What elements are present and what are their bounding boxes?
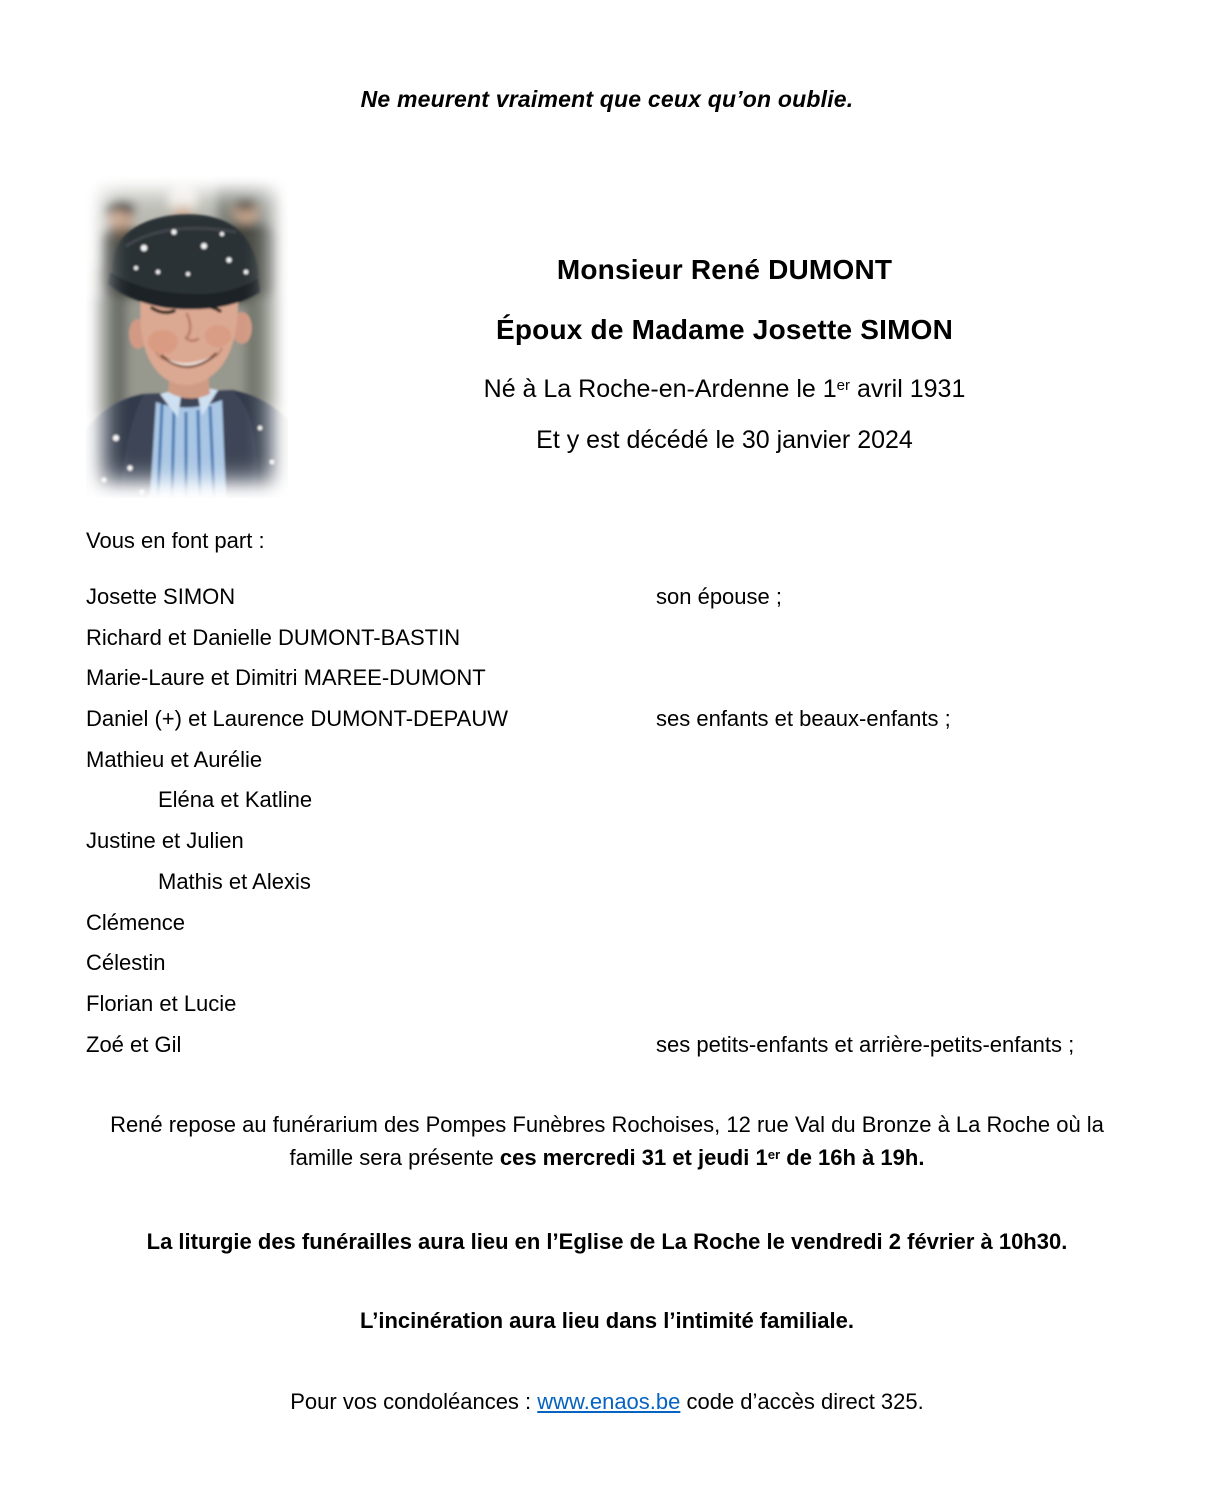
birth-line-year: avril 1931 bbox=[850, 375, 966, 403]
family-name: Zoé et Gil bbox=[86, 1031, 182, 1057]
wake-paragraph bbox=[0, 1108, 1214, 1177]
family-relation: ses enfants et beaux-enfants ; bbox=[656, 706, 951, 732]
family-row bbox=[86, 991, 1194, 1032]
family-row bbox=[86, 869, 1194, 910]
family-name: Florian et Lucie bbox=[86, 990, 237, 1016]
family-row bbox=[86, 584, 1194, 625]
family-row bbox=[86, 1032, 1194, 1073]
family-name: Célestin bbox=[86, 950, 166, 976]
family-row bbox=[86, 950, 1194, 991]
condolences-link[interactable]: www.enaos.be bbox=[537, 1389, 681, 1414]
family-row bbox=[86, 665, 1194, 706]
family-name: Richard et Danielle DUMONT-BASTIN bbox=[86, 624, 461, 650]
family-row bbox=[86, 706, 1194, 747]
family-row bbox=[86, 910, 1194, 951]
family-name: Daniel (+) et Laurence DUMONT-DEPAUW bbox=[86, 706, 508, 732]
portrait-photo-icon bbox=[86, 176, 288, 498]
wake-line2-bold-end: de 16h à 19h. bbox=[780, 1145, 925, 1170]
birth-line-text: Né à La Roche-en-Ardenne le 1 bbox=[483, 375, 837, 403]
deceased-name: Monsieur René DUMONT bbox=[556, 254, 893, 285]
portrait-photo bbox=[86, 176, 288, 498]
wake-line1: René repose au funérarium des Pompes Funèbres Rochoises, 12 rue Val du Bronze à La Roche où la bbox=[110, 1112, 1104, 1137]
family-name: Josette SIMON bbox=[86, 584, 236, 609]
ordinal-superscript: er bbox=[767, 1147, 781, 1163]
family-row bbox=[86, 747, 1194, 788]
death-line: Et y est décédé le 30 janvier 2024 bbox=[536, 426, 913, 454]
family-row bbox=[86, 625, 1194, 666]
family-relation: ses petits-enfants et arrière-petits-enfants ; bbox=[656, 1031, 1075, 1057]
announcement-intro: Vous en font part : bbox=[86, 528, 265, 553]
family-relation: son épouse ; bbox=[656, 584, 782, 609]
birth-line bbox=[320, 375, 1129, 404]
condolences-line bbox=[0, 1389, 1214, 1415]
ordinal-superscript: er bbox=[836, 377, 850, 395]
family-name: Justine et Julien bbox=[86, 828, 244, 854]
liturgy-line: La liturgie des funérailles aura lieu en l’Eglise de La Roche le vendredi 2 février à 10h30. bbox=[146, 1229, 1068, 1254]
family-name: Mathis et Alexis bbox=[158, 868, 311, 894]
condolences-text: Pour vos condoléances : bbox=[290, 1389, 538, 1414]
epigraph-quote: Ne meurent vraiment que ceux qu’on oublie. bbox=[360, 86, 854, 112]
family-row bbox=[86, 787, 1194, 828]
wake-line2-bold: ces mercredi 31 et jeudi 1 bbox=[499, 1145, 768, 1170]
wake-line2-regular: famille sera présente bbox=[289, 1145, 500, 1170]
spouse-line: Époux de Madame Josette SIMON bbox=[495, 314, 953, 345]
family-name: Marie-Laure et Dimitri MAREE-DUMONT bbox=[86, 665, 486, 691]
family-list bbox=[86, 584, 1194, 1072]
family-name: Eléna et Katline bbox=[158, 787, 313, 813]
cremation-line: L’incinération aura lieu dans l’intimité familiale. bbox=[360, 1308, 854, 1333]
condolences-code: code d’accès direct 325. bbox=[680, 1389, 924, 1414]
family-name: Clémence bbox=[86, 909, 186, 935]
family-name: Mathieu et Aurélie bbox=[86, 746, 263, 772]
family-row bbox=[86, 828, 1194, 869]
